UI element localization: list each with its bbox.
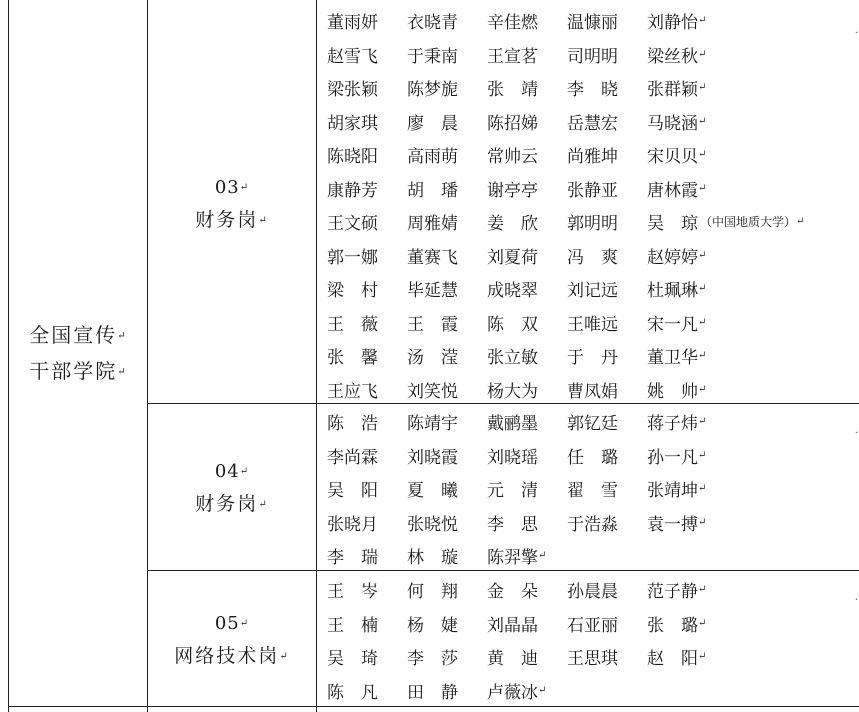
person-name: 郭明明	[567, 214, 618, 235]
person-name: 辛佳燃	[487, 13, 538, 34]
name-row	[327, 439, 706, 473]
unit-name-line2: 干部学院	[29, 358, 118, 383]
post-title: 网络技术岗	[174, 645, 280, 667]
person-name: 王应飞	[327, 381, 378, 402]
post-05	[148, 608, 316, 673]
person-name: 吴 阳	[327, 481, 378, 502]
person-name: 任 璐	[567, 447, 618, 468]
person-name: 董赛飞	[407, 247, 458, 268]
person-name: 岳慧宏	[567, 113, 618, 134]
name-row	[327, 573, 706, 607]
name-row	[327, 306, 804, 340]
person-name: 刘笑悦	[407, 381, 458, 402]
person-name: 马晓涵	[647, 113, 698, 134]
person-name: 成晓翠	[487, 281, 538, 302]
person-name: 李 瑞	[327, 548, 378, 569]
name-row	[327, 172, 804, 206]
person-name: 郭钇廷	[567, 414, 618, 435]
paragraph-mark: ↵	[698, 149, 707, 161]
name-row	[327, 506, 706, 540]
affiliation-note: （中国地质大学）	[700, 215, 797, 230]
person-name: 王思琪	[567, 649, 618, 670]
paragraph-mark: ↵	[698, 182, 707, 194]
table-divider-unit	[147, 0, 148, 712]
person-name: 刘晶晶	[487, 615, 538, 636]
person-name: 王文硕	[327, 214, 378, 235]
person-name: 汤 滢	[407, 348, 458, 369]
person-name: 赵 阳	[647, 649, 698, 670]
person-name: 戴鹂墨	[487, 414, 538, 435]
name-row	[327, 38, 804, 72]
paragraph-mark: ↵	[279, 651, 290, 662]
person-name: 王 霞	[407, 314, 458, 335]
person-name: 康静芳	[327, 180, 378, 201]
name-row	[327, 138, 804, 172]
person-name: 杨大为	[487, 381, 538, 402]
name-row	[327, 405, 706, 439]
name-row	[327, 674, 706, 708]
person-name: 温慷丽	[567, 13, 618, 34]
person-name: 杨 婕	[407, 615, 458, 636]
person-name: 张 靖	[487, 80, 538, 101]
paragraph-mark: ↵	[796, 216, 805, 228]
person-name: 胡 璠	[407, 180, 458, 201]
post-03	[148, 172, 316, 237]
paragraph-mark: ↵	[698, 483, 707, 495]
paragraph-mark: ↵	[698, 350, 707, 362]
person-name: 常帅云	[487, 147, 538, 168]
person-name: 冯 爽	[567, 247, 618, 268]
person-name: 孙一凡	[647, 447, 698, 468]
person-name: 刘晓瑶	[487, 447, 538, 468]
person-name: 郭一娜	[327, 247, 378, 268]
person-name: 林 璇	[407, 548, 458, 569]
person-name: 董卫华	[647, 348, 698, 369]
person-name: 高雨萌	[407, 147, 458, 168]
edge-marker: ·	[854, 595, 858, 606]
person-name: 赵雪飞	[327, 46, 378, 67]
person-name: 赵婷婷	[647, 247, 698, 268]
person-name: 李 晓	[567, 80, 618, 101]
person-name: 黄 迪	[487, 649, 538, 670]
paragraph-mark: ↵	[239, 182, 250, 193]
paragraph-mark: ↵	[698, 651, 707, 663]
name-row	[327, 239, 804, 273]
person-name: 蒋子炜	[647, 414, 698, 435]
edge-marker: ·	[854, 28, 858, 39]
paragraph-mark: ↵	[538, 684, 547, 696]
person-name: 袁一搏	[647, 514, 698, 535]
person-name: 王 岑	[327, 582, 378, 603]
person-name: 陈晓阳	[327, 147, 378, 168]
name-row	[327, 607, 706, 641]
paragraph-mark: ↵	[698, 416, 707, 428]
post-code: 04	[214, 461, 240, 482]
paragraph-mark: ↵	[117, 330, 128, 342]
person-name: 陈羿擎	[487, 548, 538, 569]
person-name: 姚 帅	[647, 381, 698, 402]
person-name: 陈 浩	[327, 414, 378, 435]
paragraph-mark: ↵	[698, 283, 707, 295]
person-name: 张 璐	[647, 615, 698, 636]
person-name: 于秉南	[407, 46, 458, 67]
person-name: 元 清	[487, 481, 538, 502]
paragraph-mark: ↵	[698, 383, 707, 395]
unit-name-line1: 全国宣传	[29, 323, 118, 347]
person-name: 陈梦旎	[407, 80, 458, 101]
paragraph-mark: ↵	[698, 316, 707, 328]
edge-marker: ·	[854, 428, 858, 439]
name-row	[327, 71, 804, 105]
paragraph-mark: ↵	[698, 115, 707, 127]
post-code: 03	[214, 177, 240, 198]
person-name: 张群颖	[647, 80, 698, 101]
table-divider-post	[316, 0, 317, 712]
paragraph-mark: ↵	[698, 617, 707, 629]
paragraph-mark: ↵	[117, 366, 128, 377]
paragraph-mark: ↵	[239, 618, 250, 629]
person-name: 何 翔	[407, 582, 458, 603]
person-name: 杜珮琳	[647, 281, 698, 302]
paragraph-mark: ↵	[698, 516, 707, 528]
person-name: 吴 琼	[647, 214, 698, 235]
paragraph-mark: ↵	[258, 215, 269, 226]
name-row	[327, 640, 706, 674]
person-name: 田 静	[407, 682, 458, 703]
person-name: 司明明	[567, 46, 618, 67]
paragraph-mark: ↵	[698, 82, 707, 94]
person-name: 尚雅坤	[567, 147, 618, 168]
name-row	[327, 205, 804, 239]
post-04	[148, 456, 316, 521]
person-name: 孙晨晨	[567, 582, 618, 603]
person-name: 张晓悦	[407, 514, 458, 535]
person-name: 衣晓青	[407, 13, 458, 34]
name-list-05	[327, 573, 706, 707]
post-code: 05	[214, 613, 240, 634]
person-name: 周雅婧	[407, 214, 458, 235]
person-name: 王宣茗	[487, 46, 538, 67]
name-list-03	[327, 4, 804, 406]
person-name: 廖 晨	[407, 113, 458, 134]
person-name: 翟 雪	[567, 481, 618, 502]
person-name: 张靖坤	[647, 481, 698, 502]
person-name: 卢薇冰	[487, 682, 538, 703]
person-name: 李 莎	[407, 649, 458, 670]
person-name: 于 丹	[567, 348, 618, 369]
person-name: 刘记远	[567, 281, 618, 302]
name-row	[327, 272, 804, 306]
person-name: 范子静	[647, 582, 698, 603]
person-name: 梁丝秋	[647, 46, 698, 67]
name-list-04	[327, 405, 706, 573]
paragraph-mark: ↵	[698, 584, 707, 596]
person-name: 张晓月	[327, 514, 378, 535]
person-name: 王 楠	[327, 615, 378, 636]
name-row	[327, 373, 804, 407]
name-row	[327, 339, 804, 373]
name-row	[327, 539, 706, 573]
person-name: 刘晓霞	[407, 447, 458, 468]
person-name: 陈 凡	[327, 682, 378, 703]
person-name: 刘夏荷	[487, 247, 538, 268]
person-name: 吴 琦	[327, 649, 378, 670]
person-name: 李 思	[487, 514, 538, 535]
unit-name	[10, 318, 147, 389]
person-name: 董雨妍	[327, 13, 378, 34]
person-name: 刘静怡	[647, 13, 698, 34]
person-name: 梁 村	[327, 281, 378, 302]
person-name: 梁张颖	[327, 80, 378, 101]
person-name: 谢亭亭	[487, 180, 538, 201]
person-name: 夏 曦	[407, 481, 458, 502]
person-name: 姜 欣	[487, 214, 538, 235]
person-name: 王唯远	[567, 314, 618, 335]
person-name: 张 馨	[327, 348, 378, 369]
post-title: 财务岗	[195, 209, 259, 231]
person-name: 唐林霞	[647, 180, 698, 201]
person-name: 毕延慧	[407, 281, 458, 302]
person-name: 于浩淼	[567, 514, 618, 535]
paragraph-mark: ↵	[258, 499, 269, 510]
post-title: 财务岗	[195, 493, 259, 515]
person-name: 胡家琪	[327, 113, 378, 134]
person-name: 金 朵	[487, 582, 538, 603]
paragraph-mark: ↵	[239, 466, 250, 477]
person-name: 王 薇	[327, 314, 378, 335]
name-row	[327, 4, 804, 38]
paragraph-mark: ↵	[698, 449, 707, 461]
person-name: 张立敏	[487, 348, 538, 369]
person-name: 李尚霖	[327, 447, 378, 468]
paragraph-mark: ↵	[698, 249, 707, 261]
person-name: 陈 双	[487, 314, 538, 335]
paragraph-mark: ↵	[698, 48, 707, 60]
person-name: 陈招娣	[487, 113, 538, 134]
table-border-left	[8, 0, 9, 712]
person-name: 宋一凡	[647, 314, 698, 335]
paragraph-mark: ↵	[538, 550, 547, 562]
person-name: 曹凤娟	[567, 381, 618, 402]
person-name: 石亚丽	[567, 615, 618, 636]
name-row	[327, 105, 804, 139]
person-name: 陈靖宇	[407, 414, 458, 435]
name-row	[327, 472, 706, 506]
person-name: 张静亚	[567, 180, 618, 201]
person-name: 宋贝贝	[647, 147, 698, 168]
paragraph-mark: ↵	[698, 15, 707, 27]
